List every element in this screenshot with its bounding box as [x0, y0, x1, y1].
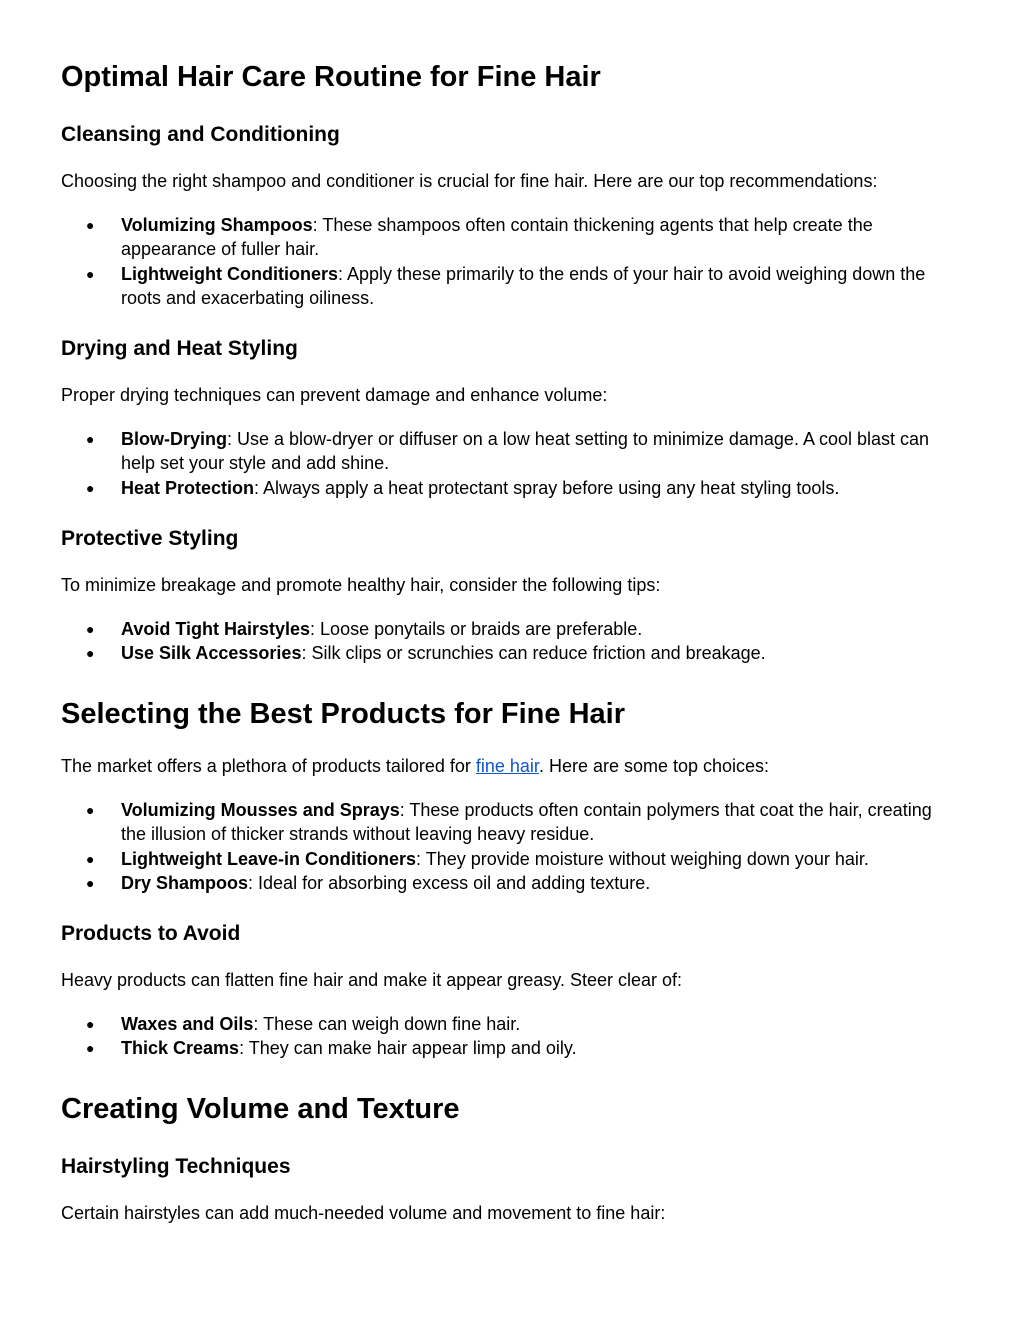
heading-products-to-avoid: Products to Avoid — [61, 922, 241, 945]
list-item — [61, 427, 961, 476]
bullet-icon: ● — [86, 431, 95, 447]
heading-hairstyling-techniques: Hairstyling Techniques — [61, 1155, 291, 1178]
list-drying — [61, 427, 961, 500]
list-products — [61, 798, 961, 896]
paragraph-drying-intro: Proper drying techniques can prevent damage and enhance volume: — [61, 385, 608, 405]
item-desc: : Apply these primarily to the ends of your hair to avoid weighing down the roots and exacerbating oiliness. — [121, 263, 926, 309]
bullet-icon: ● — [86, 479, 95, 496]
section-title-volume-texture: Creating Volume and Texture — [61, 1093, 460, 1125]
paragraph-protective-intro: To minimize breakage and promote healthy hair, consider the following tips: — [61, 575, 661, 595]
list-protective — [61, 617, 961, 666]
item-term: Use Silk Accessories — [121, 643, 302, 664]
item-desc: : Use a blow-dryer or diffuser on a low heat setting to minimize damage. A cool blast can help set your style and add shine. — [121, 429, 930, 474]
item-desc: : Ideal for absorbing excess oil and adding texture. — [248, 873, 651, 894]
bullet-icon: ● — [86, 645, 95, 662]
item-term: Dry Shampoos — [121, 873, 249, 894]
list-item — [61, 1012, 961, 1036]
item-desc: : Always apply a heat protectant spray before using any heat styling tools. — [254, 477, 840, 498]
item-desc: : These shampoos often contain thickening agents that help create the appearance of fuller hair. — [121, 215, 873, 260]
list-item — [61, 641, 961, 665]
item-term: Volumizing Shampoos — [121, 215, 313, 235]
bullet-icon: ● — [86, 1016, 95, 1032]
item-desc: : Loose ponytails or braids are preferable. — [310, 619, 643, 639]
intro-text-after: . Here are some top choices: — [538, 756, 770, 776]
list-item — [61, 1036, 961, 1060]
list-item — [61, 476, 961, 500]
item-term: Lightweight Conditioners — [121, 263, 338, 284]
list-item — [61, 262, 961, 311]
bullet-icon: ● — [86, 850, 95, 867]
bullet-icon: ● — [86, 621, 95, 637]
paragraph-cleansing-intro: Choosing the right shampoo and conditioner is crucial for fine hair. Here are our top recommendations: — [61, 171, 878, 191]
list-avoid — [61, 1012, 961, 1061]
section-title-selecting-products: Selecting the Best Products for Fine Hair — [61, 698, 625, 730]
item-desc: : These products often contain polymers that coat the hair, creating the illusion of thicker strands without leaving heavy residue. — [121, 800, 932, 845]
item-term: Thick Creams — [121, 1038, 240, 1059]
paragraph-hairstyling-intro: Certain hairstyles can add much-needed volume and movement to fine hair: — [61, 1203, 666, 1223]
list-cleansing — [61, 213, 961, 311]
paragraph-products-intro — [61, 754, 769, 778]
bullet-icon: ● — [86, 1040, 95, 1057]
item-term: Heat Protection — [121, 477, 255, 498]
item-desc: : Silk clips or scrunchies can reduce friction and breakage. — [301, 643, 766, 664]
item-term: Blow-Drying — [121, 429, 227, 449]
heading-protective-styling: Protective Styling — [61, 527, 239, 550]
section-title-hair-care-routine: Optimal Hair Care Routine for Fine Hair — [61, 61, 601, 93]
fine-hair-link[interactable]: fine hair — [475, 756, 539, 776]
item-desc: : They can make hair appear limp and oily. — [239, 1038, 577, 1059]
item-term: Waxes and Oils — [121, 1014, 254, 1034]
paragraph-avoid-intro: Heavy products can flatten fine hair and make it appear greasy. Steer clear of: — [61, 970, 682, 990]
intro-text-before: The market offers a plethora of products tailored for — [61, 756, 476, 776]
list-item — [61, 871, 961, 895]
bullet-icon: ● — [86, 802, 95, 818]
list-item — [61, 213, 961, 262]
heading-cleansing-conditioning: Cleansing and Conditioning — [61, 123, 340, 146]
bullet-icon: ● — [86, 217, 95, 233]
heading-drying-heat-styling: Drying and Heat Styling — [61, 337, 298, 360]
item-term: Avoid Tight Hairstyles — [121, 619, 311, 639]
list-item — [61, 798, 961, 847]
bullet-icon: ● — [86, 875, 95, 892]
item-desc: : These can weigh down fine hair. — [253, 1014, 521, 1034]
item-term: Volumizing Mousses and Sprays — [121, 800, 400, 820]
list-item — [61, 617, 961, 641]
item-desc: : They provide moisture without weighing down your hair. — [416, 848, 869, 869]
bullet-icon: ● — [86, 265, 95, 282]
item-term: Lightweight Leave-in Conditioners — [121, 848, 417, 869]
list-item — [61, 847, 961, 871]
